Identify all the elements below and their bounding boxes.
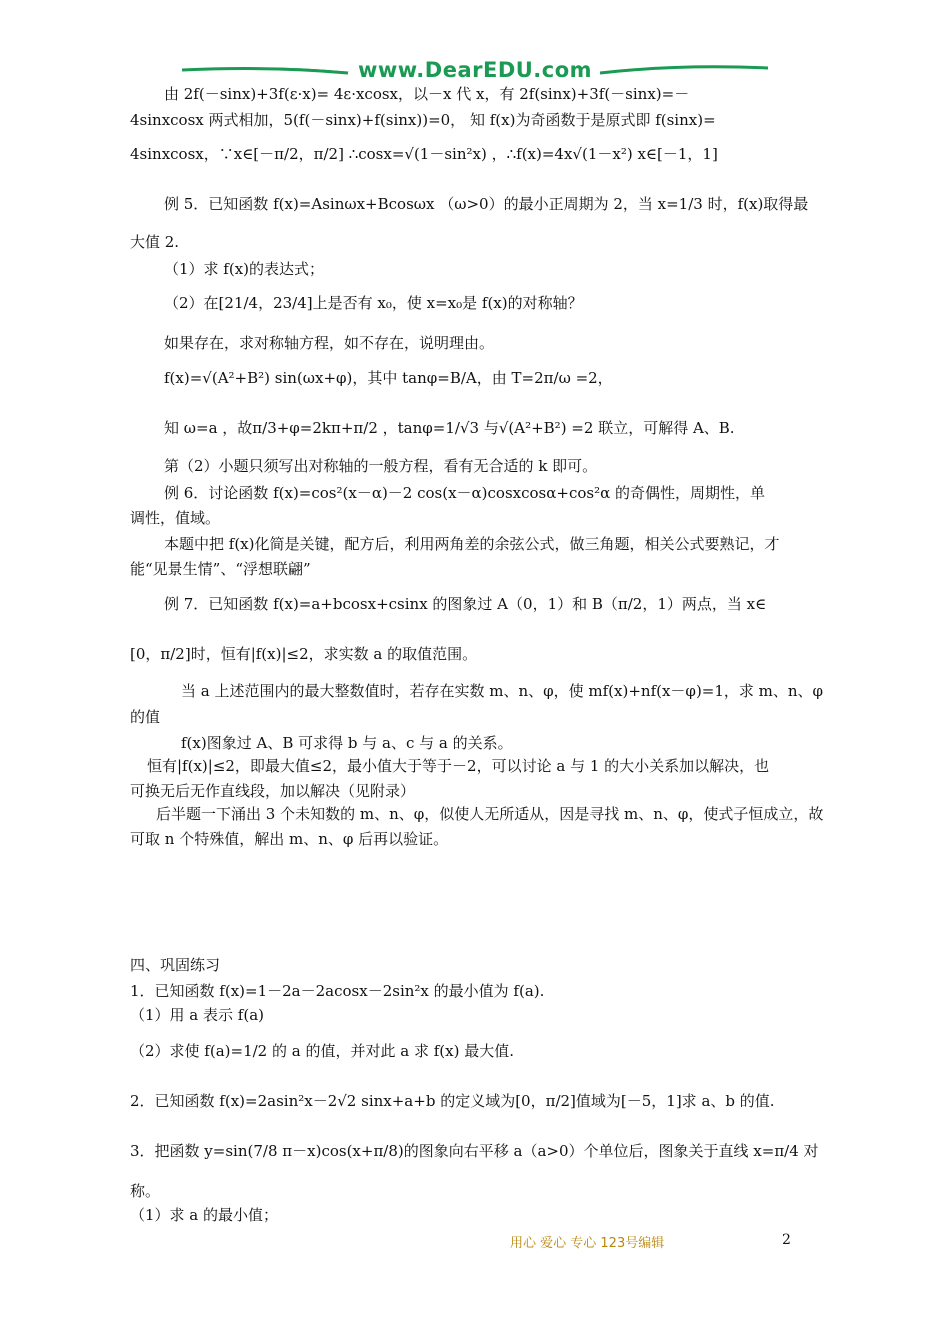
text-line: 4sinxcosx，∵x∈[－π/2，π/2] ∴cosx=√(1－sin²x) ，∴f(x)=4x√(1－x²) x∈[－1，1] (130, 145, 718, 163)
text-line: 如果存在，求对称轴方程，如不存在，说明理由。 (164, 334, 495, 352)
section-heading: 四、巩固练习 (130, 956, 221, 974)
text-line: 能“见景生情”、“浮想联翩” (130, 560, 311, 578)
text-line: 3．把函数 y=sin(7/8 π－x)cos(x+π/8)的图象向右平移 a（a>0）个单位后，图象关于直线 x=π/4 对 (130, 1142, 819, 1160)
text-line: 例 6．讨论函数 f(x)=cos²(x－α)－2 cos(x－α)cosxcosα+cos²α 的奇偶性，周期性，单 (164, 484, 765, 502)
text-line: 后半题一下涌出 3 个未知数的 m、n、φ，似使人无所适从，因是寻找 m、n、φ，使式子恒成立，故 (156, 805, 824, 823)
text-line: 大值 2. (130, 233, 180, 251)
text-line: 称。 (130, 1182, 161, 1200)
footer-note: 用心 爱心 专心 123号编辑 (510, 1236, 665, 1251)
text-line: （1）用 a 表示 f(a) (130, 1006, 264, 1024)
text-line: 调性，值域。 (130, 509, 221, 527)
text-line: f(x)=√(A²+B²) sin(ωx+φ)，其中 tanφ=B/A，由 T=2π/ω =2， (164, 369, 613, 387)
text-line: 恒有|f(x)|≤2，即最大值≤2，最小值大于等于－2，可以讨论 a 与 1 的大小关系加以解决，也 (147, 757, 770, 775)
text-line: [0，π/2]时，恒有|f(x)|≤2，求实数 a 的取值范围。 (130, 645, 478, 663)
text-line: （1）求 f(x)的表达式； (164, 260, 325, 278)
text-line: 第（2）小题只须写出对称轴的一般方程，看有无合适的 k 即可。 (164, 457, 598, 475)
page-number: 2 (782, 1232, 791, 1248)
text-line: 本题中把 f(x)化简是关键，配方后，利用两角差的余弦公式，做三角题，相关公式要熟记，才 (164, 535, 780, 553)
text-line: （2）求使 f(a)=1/2 的 a 的值，并对此 a 求 f(x) 最大值. (130, 1042, 514, 1060)
text-line: 例 7．已知函数 f(x)=a+bcosx+csinx 的图象过 A（0，1）和 B（π/2，1）两点，当 x∈ (164, 595, 767, 613)
text-line: 知 ω=a ，故π/3+φ=2kπ+π/2 ，tanφ=1/√3 与√(A²+B²) =2 联立，可解得 A、B. (164, 419, 735, 437)
text-line: 由 2f(－sinx)+3f(ε·x)= 4ε·xcosx，以－x 代 x，有 2f(sinx)+3f(－sinx)=－ (164, 85, 690, 103)
text-line: 当 a 上述范围内的最大整数值时，若存在实数 m、n、φ，使 mf(x)+nf(x－φ)=1，求 m、n、φ (181, 682, 824, 700)
text-line: 1．已知函数 f(x)=1－2a－2acosx－2sin²x 的最小值为 f(a). (130, 982, 545, 1000)
text-line: （2）在[21/4，23/4]上是否有 x₀，使 x=x₀是 f(x)的对称轴？ (164, 294, 583, 312)
text-line: 可换无后无作直线段，加以解决（见附录） (130, 782, 416, 800)
text-line: 2．已知函数 f(x)=2asin²x－2√2 sinx+a+b 的定义域为[0，π/2]值域为[－5，1]求 a、b 的值. (130, 1092, 775, 1110)
site-header-text: www.DearEDU.com (357, 58, 593, 82)
text-line: 例 5．已知函数 f(x)=Asinωx+Bcosωx （ω>0）的最小正周期为 2，当 x=1/3 时，f(x)取得最 (164, 195, 809, 213)
text-line: 可取 n 个特殊值，解出 m、n、φ 后再以验证。 (130, 830, 449, 848)
text-line: （1）求 a 的最小值； (130, 1206, 279, 1224)
text-line: f(x)图象过 A、B 可求得 b 与 a、c 与 a 的关系。 (181, 734, 513, 752)
text-line: 4sinxcosx 两式相加，5(f(－sinx)+f(sinx))=0， 知 f(x)为奇函数于是原式即 f(sinx)= (130, 111, 716, 129)
text-line: 的值 (130, 708, 161, 726)
